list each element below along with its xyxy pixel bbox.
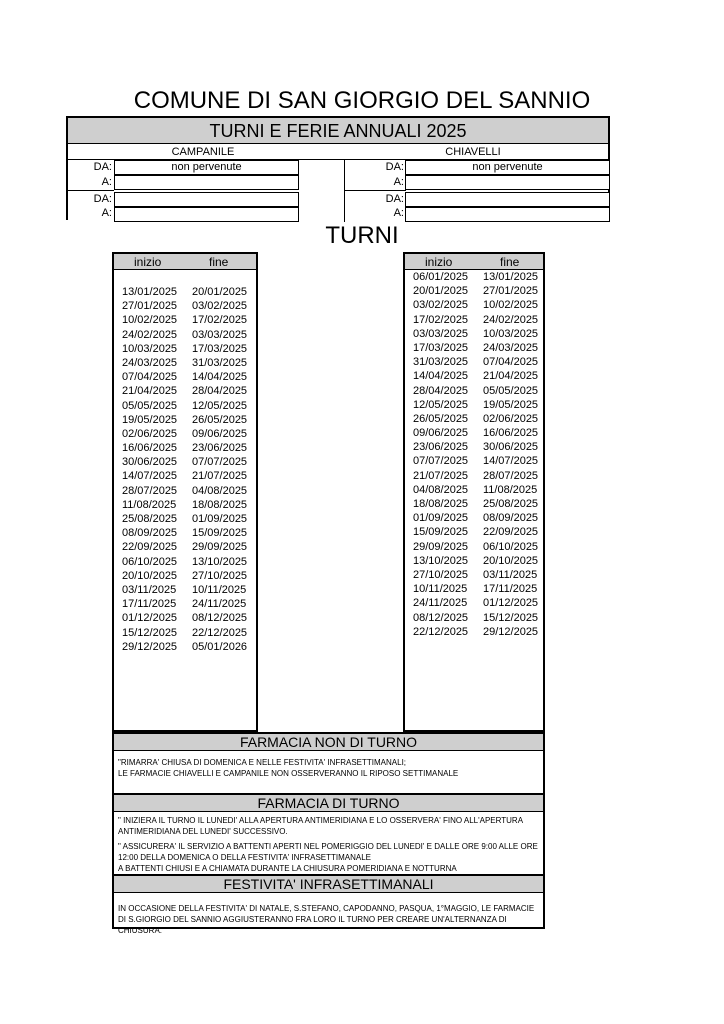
turno-row	[405, 540, 543, 554]
turno-end-date: 08/12/2025	[192, 612, 248, 625]
turno-start-date: 07/04/2025	[122, 371, 178, 384]
turno-end-date: 17/02/2025	[192, 314, 248, 327]
turno-start-date: 27/01/2025	[122, 300, 178, 313]
turni-table-left	[112, 252, 258, 732]
turno-start-date: 09/06/2025	[413, 427, 469, 440]
turno-start-date: 22/12/2025	[413, 625, 469, 638]
turno-row	[114, 555, 256, 569]
turno-end-date: 06/10/2025	[483, 540, 539, 553]
turno-start-date: 23/06/2025	[413, 441, 469, 454]
turno-row	[114, 441, 256, 455]
turno-row	[405, 412, 543, 426]
turno-end-date: 27/01/2025	[483, 285, 539, 298]
turno-start-date: 19/05/2025	[122, 413, 178, 426]
col-end-label: fine	[209, 255, 229, 269]
turno-row	[405, 469, 543, 483]
turno-start-date: 06/10/2025	[122, 555, 178, 568]
turno-row	[114, 356, 256, 370]
turno-start-date: 04/08/2025	[413, 483, 469, 496]
turno-start-date: 21/07/2025	[413, 469, 469, 482]
turno-end-date: 04/08/2025	[192, 484, 248, 497]
turno-row	[114, 399, 256, 413]
turno-end-date: 25/08/2025	[483, 498, 539, 510]
turno-start-date: 20/10/2025	[122, 569, 178, 582]
turno-start-date: 10/02/2025	[122, 314, 178, 327]
turno-end-date: 27/10/2025	[192, 569, 248, 582]
turno-row	[405, 327, 543, 341]
turno-row	[114, 299, 256, 313]
turno-end-date: 20/01/2025	[192, 286, 248, 298]
turno-end-date: 15/12/2025	[483, 611, 539, 624]
chiavelli-a-1-value	[405, 175, 610, 190]
turno-start-date: 26/05/2025	[413, 412, 469, 425]
turno-row	[405, 341, 543, 355]
campanile-a-1-label: A:	[101, 176, 112, 188]
turno-row	[405, 497, 543, 511]
turno-end-date: 23/06/2025	[192, 442, 248, 455]
turno-row	[114, 484, 256, 498]
di-turno-line-3: A BATTENTI CHIUSI E A CHIAMATA DURANTE LA CHIUSURA POMERIDIANA E NOTTURNA	[118, 864, 457, 873]
turno-start-date: 03/02/2025	[413, 299, 469, 312]
turno-end-date: 09/06/2025	[192, 427, 248, 440]
turno-start-date: 29/12/2025	[122, 640, 178, 653]
campanile-da-1-label: DA:	[93, 161, 112, 173]
turno-start-date: 01/12/2025	[122, 612, 178, 625]
turno-row	[405, 568, 543, 582]
turno-start-date: 07/07/2025	[413, 455, 469, 468]
turno-end-date: 12/05/2025	[192, 399, 248, 412]
turno-end-date: 15/09/2025	[192, 527, 248, 540]
turno-end-date: 02/06/2025	[483, 412, 539, 425]
turno-end-date: 17/11/2025	[483, 583, 538, 596]
turno-row	[114, 342, 256, 356]
turno-end-date: 26/05/2025	[192, 413, 248, 426]
turno-end-date: 29/12/2025	[483, 625, 539, 638]
turno-row	[114, 611, 256, 625]
turno-start-date: 30/06/2025	[122, 456, 178, 469]
turno-row	[405, 298, 543, 312]
non-turno-title: FARMACIA NON DI TURNO	[114, 732, 543, 751]
turno-end-date: 10/02/2025	[483, 299, 539, 312]
chiavelli-a-1-label: A:	[393, 176, 404, 188]
turno-row	[405, 554, 543, 568]
di-turno-line-2: " ASSICURERA' IL SERVIZIO A BATTENTI APERTI NEL POMERIGGIO DEL LUNEDI' E DALLE ORE 9:00 ALLE ORE 12:00 DELLA DOMENICA O DELLA FESTIVITA' INFRASETTIMANALE	[118, 842, 538, 862]
turno-start-date: 21/04/2025	[122, 385, 178, 398]
turno-start-date: 27/10/2025	[413, 568, 469, 581]
turno-end-date: 14/07/2025	[483, 455, 539, 468]
turno-end-date: 24/02/2025	[483, 313, 539, 326]
turno-row	[405, 511, 543, 525]
chiavelli-a-2-label: A:	[393, 207, 404, 219]
turno-end-date: 13/10/2025	[192, 555, 248, 568]
turno-end-date: 19/05/2025	[483, 398, 539, 411]
campanile-a-2-label: A:	[101, 207, 112, 219]
turno-start-date: 28/04/2025	[413, 384, 469, 397]
turno-row	[405, 596, 543, 610]
turno-row	[114, 640, 256, 654]
turno-end-date: 20/10/2025	[483, 554, 539, 567]
turno-end-date: 01/09/2025	[192, 513, 248, 525]
turno-row	[114, 626, 256, 640]
turno-end-date: 30/06/2025	[483, 441, 539, 454]
di-turno-line-1: " INIZIERA IL TURNO IL LUNEDI' ALLA APERTURA ANTIMERIDIANA E LO OSSERVERA' FINO ALL'APERTURA ANTIMERIDIANA DEL LUNEDI' SUCCESSIVO.	[118, 816, 523, 836]
turno-start-date: 20/01/2025	[413, 285, 469, 298]
chiavelli-name: CHIAVELLI	[445, 146, 501, 158]
turno-end-date: 28/04/2025	[192, 385, 248, 398]
non-turno-line-1: "RIMARRA' CHIUSA DI DOMENICA E NELLE FESTIVITA' INFRASETTIMANALI;	[118, 758, 407, 767]
turno-start-date: 24/02/2025	[122, 328, 178, 341]
turno-row	[114, 413, 256, 427]
turno-end-date: 07/07/2025	[192, 456, 248, 469]
turno-end-date: 24/03/2025	[483, 341, 539, 354]
turno-row	[114, 583, 256, 597]
turno-row	[114, 569, 256, 583]
non-turno-line-2: LE FARMACIE CHIAVELLI E CAMPANILE NON OSSERVERANNO IL RIPOSO SETTIMANALE	[118, 769, 459, 778]
campanile-row-divider	[68, 190, 114, 191]
turno-start-date: 15/12/2025	[122, 626, 178, 639]
chiavelli-da-1-label: DA:	[385, 161, 404, 173]
turno-end-date: 10/11/2025	[192, 583, 247, 596]
turno-start-date: 17/11/2025	[122, 598, 177, 611]
turno-end-date: 05/01/2026	[192, 640, 248, 653]
turno-row	[405, 525, 543, 539]
turno-start-date: 08/09/2025	[122, 527, 178, 540]
turno-row	[114, 455, 256, 469]
turno-end-date: 07/04/2025	[483, 356, 539, 369]
turno-row	[405, 440, 543, 454]
turno-start-date: 28/07/2025	[122, 484, 178, 497]
page-title: COMUNE DI SAN GIORGIO DEL SANNIO	[133, 87, 591, 114]
turni-right-header	[405, 254, 543, 270]
turno-row	[405, 369, 543, 383]
turno-row	[405, 270, 543, 284]
turno-row	[405, 483, 543, 497]
turno-row	[114, 526, 256, 540]
turno-end-date: 17/03/2025	[192, 342, 248, 355]
non-turno-section	[112, 732, 545, 795]
turno-row	[114, 313, 256, 327]
campanile-name: CAMPANILE	[171, 146, 235, 158]
turno-row	[114, 370, 256, 384]
turno-end-date: 28/07/2025	[483, 469, 539, 482]
turno-row	[405, 384, 543, 398]
ferie-box	[66, 116, 610, 220]
turno-end-date: 18/08/2025	[192, 498, 248, 511]
turno-start-date: 06/01/2025	[413, 271, 469, 283]
turno-row	[114, 427, 256, 441]
turno-end-date: 29/09/2025	[192, 541, 248, 554]
turno-end-date: 22/12/2025	[192, 626, 248, 639]
turno-row	[114, 285, 256, 299]
turno-start-date: 18/08/2025	[413, 498, 469, 510]
turno-end-date: 22/09/2025	[483, 526, 539, 539]
turno-start-date: 24/03/2025	[122, 356, 178, 369]
turno-start-date: 03/03/2025	[413, 327, 469, 340]
col-end-label: fine	[500, 255, 520, 269]
turno-start-date: 03/11/2025	[122, 583, 177, 596]
turno-end-date: 11/08/2025	[483, 483, 538, 496]
turno-start-date: 17/02/2025	[413, 313, 469, 326]
turno-row	[114, 328, 256, 342]
chiavelli-da-2-label: DA:	[385, 193, 404, 205]
turno-end-date: 14/04/2025	[192, 371, 248, 384]
col-start-label: inizio	[425, 255, 453, 269]
turno-start-date: 01/09/2025	[413, 512, 469, 525]
turno-row	[114, 469, 256, 483]
turni-right-list	[405, 270, 543, 639]
turno-row	[114, 540, 256, 554]
turno-end-date: 21/07/2025	[192, 470, 248, 483]
turno-start-date: 24/11/2025	[413, 597, 468, 610]
turno-end-date: 01/12/2025	[483, 597, 539, 610]
turni-title: TURNI	[325, 222, 399, 249]
turno-start-date: 14/07/2025	[122, 470, 178, 483]
turno-start-date: 25/08/2025	[122, 513, 178, 525]
turno-end-date: 16/06/2025	[483, 427, 539, 440]
turno-end-date: 03/03/2025	[192, 328, 248, 341]
turno-end-date: 21/04/2025	[483, 370, 539, 383]
turno-start-date: 13/01/2025	[122, 286, 178, 298]
turno-start-date: 13/10/2025	[413, 554, 469, 567]
turni-left-header	[114, 254, 256, 270]
campanile-a-2-value	[114, 207, 299, 222]
chiavelli-row-divider	[344, 190, 406, 191]
turno-end-date: 05/05/2025	[483, 384, 539, 397]
turni-left-list	[114, 285, 256, 654]
turno-end-date: 08/09/2025	[483, 512, 539, 525]
di-turno-section	[112, 793, 545, 877]
turno-start-date: 12/05/2025	[413, 398, 469, 411]
turno-row	[405, 611, 543, 625]
turno-end-date: 31/03/2025	[192, 356, 248, 369]
turno-end-date: 03/11/2025	[483, 568, 538, 581]
campanile-da-1-value: non pervenute	[114, 160, 299, 175]
turno-start-date: 05/05/2025	[122, 399, 178, 412]
turno-row	[405, 355, 543, 369]
turno-start-date: 11/08/2025	[122, 498, 177, 511]
turno-start-date: 22/09/2025	[122, 541, 178, 554]
chiavelli-left-border	[344, 160, 345, 222]
ferie-title: TURNI E FERIE ANNUALI 2025	[68, 118, 608, 144]
turno-row	[405, 398, 543, 412]
campanile-a-1-value	[114, 175, 299, 190]
turno-start-date: 02/06/2025	[122, 427, 178, 440]
festivita-section	[112, 874, 545, 935]
turno-row	[405, 454, 543, 468]
turno-end-date: 10/03/2025	[483, 327, 539, 340]
turno-start-date: 15/09/2025	[413, 526, 469, 539]
turno-row	[114, 384, 256, 398]
turno-start-date: 17/03/2025	[413, 341, 469, 354]
turno-row	[405, 582, 543, 596]
turno-start-date: 16/06/2025	[122, 442, 178, 455]
turno-end-date: 24/11/2025	[192, 598, 247, 611]
turno-row	[405, 426, 543, 440]
turno-start-date: 08/12/2025	[413, 611, 469, 624]
turno-end-date: 13/01/2025	[483, 271, 539, 283]
turno-start-date: 10/11/2025	[413, 583, 468, 596]
turno-start-date: 10/03/2025	[122, 342, 178, 355]
turno-row	[405, 284, 543, 298]
di-turno-title: FARMACIA DI TURNO	[114, 793, 543, 812]
turno-start-date: 31/03/2025	[413, 356, 469, 369]
campanile-da-2-value	[114, 192, 299, 207]
chiavelli-da-1-value: non pervenute	[405, 160, 610, 175]
turno-row	[405, 625, 543, 639]
turno-end-date: 03/02/2025	[192, 300, 248, 313]
turno-row	[405, 313, 543, 327]
chiavelli-a-2-value	[405, 207, 610, 222]
col-start-label: inizio	[134, 255, 162, 269]
turni-table-right	[403, 252, 545, 732]
festivita-title: FESTIVITA' INFRASETTIMANALI	[114, 874, 543, 893]
turno-start-date: 14/04/2025	[413, 370, 469, 383]
campanile-da-2-label: DA:	[93, 193, 112, 205]
turno-row	[114, 498, 256, 512]
chiavelli-da-2-value	[405, 192, 610, 207]
festivita-line-1: IN OCCASIONE DELLA FESTIVITA' DI NATALE, S.STEFANO, CAPODANNO, PASQUA, 1°MAGGIO, LE FARMACIE DI S.GIORGIO DEL SANNIO AGGIUSTERANNO FRA LORO IL TURNO PER CREARE UN'ALTERNANZA DI CHIUSURA.	[118, 904, 535, 935]
turno-start-date: 29/09/2025	[413, 540, 469, 553]
turno-row	[114, 512, 256, 526]
turno-row	[114, 597, 256, 611]
